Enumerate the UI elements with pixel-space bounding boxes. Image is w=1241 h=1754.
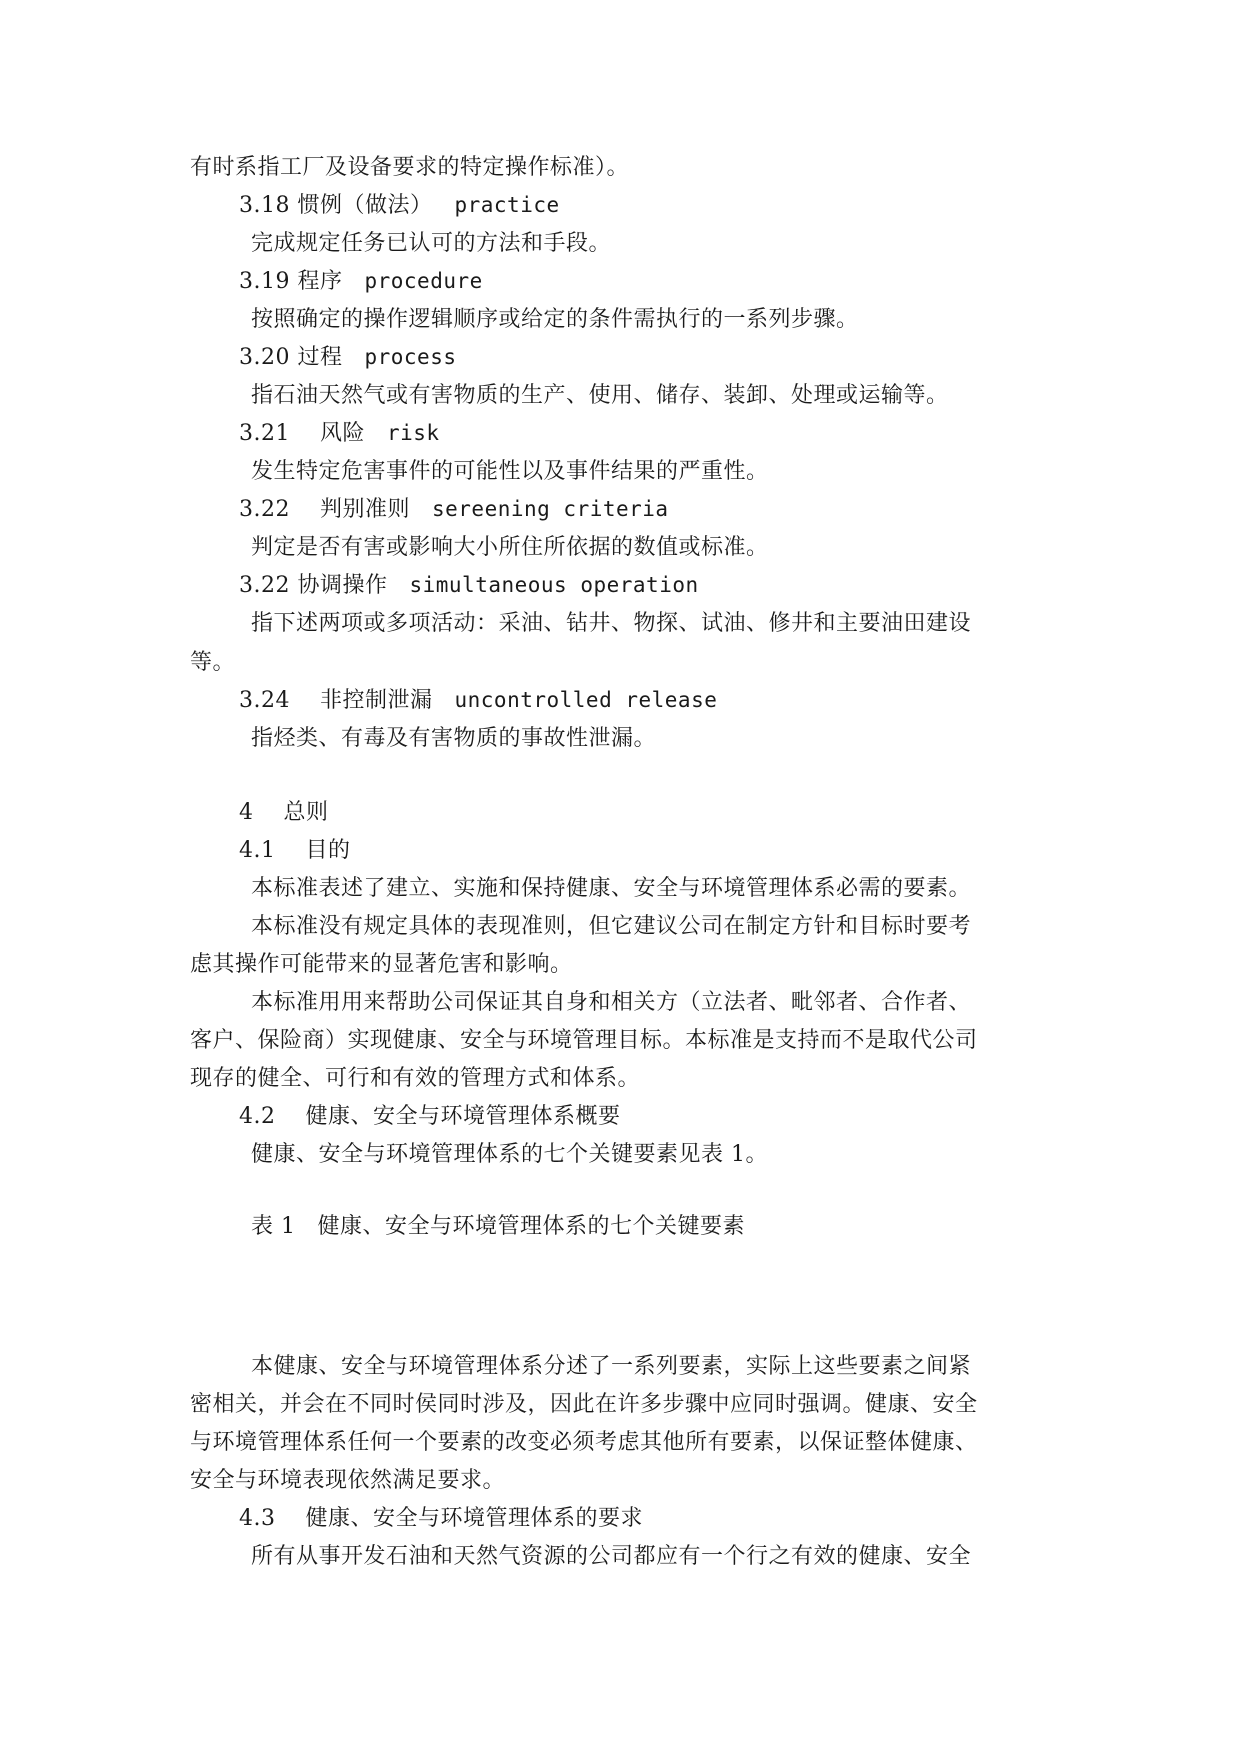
term-number: 3.21 <box>239 421 290 446</box>
section-number: 4.2 <box>239 1104 276 1129</box>
table-number: 表 1 <box>251 1214 296 1239</box>
term-heading-3-21 <box>239 418 440 449</box>
text-line: 有时系指工厂及设备要求的特定操作标准）。 <box>190 155 630 180</box>
term-chinese: 判别准则 <box>319 497 410 522</box>
term-english: risk <box>387 421 440 445</box>
term-number: 3.19 程序 <box>239 269 343 294</box>
term-definition: 完成规定任务已认可的方法和手段。 <box>251 231 612 256</box>
term-number: 3.18 惯例（做法） <box>239 193 433 218</box>
paragraph-line: 安全与环境表现依然满足要求。 <box>190 1468 506 1493</box>
term-number: 3.20 过程 <box>239 345 343 370</box>
section-title: 健康、安全与环境管理体系概要 <box>305 1104 621 1129</box>
term-english: sereening criteria <box>432 497 669 521</box>
paragraph-line: 所有从事开发石油和天然气资源的公司都应有一个行之有效的健康、安全 <box>251 1544 972 1569</box>
term-heading-3-20 <box>239 342 457 373</box>
section-title: 总则 <box>283 800 329 825</box>
paragraph-line: 密相关，并会在不同时侯同时涉及，因此在许多步骤中应同时强调。健康、安全 <box>190 1392 978 1417</box>
table-caption <box>251 1212 745 1242</box>
section-title: 健康、安全与环境管理体系的要求 <box>305 1506 644 1531</box>
term-heading-3-19 <box>239 266 483 297</box>
term-heading-3-24 <box>239 685 717 716</box>
section-heading-4-2 <box>239 1102 621 1132</box>
table-area <box>190 1250 1050 1310</box>
section-heading-4 <box>239 798 329 828</box>
term-number: 3.24 <box>239 688 290 713</box>
section-heading-4-1 <box>239 836 351 866</box>
paragraph-line: 现存的健全、可行和有效的管理方式和体系。 <box>190 1066 641 1091</box>
table-title: 健康、安全与环境管理体系的七个关键要素 <box>317 1214 746 1239</box>
term-english: uncontrolled release <box>454 688 718 712</box>
paragraph-line: 虑其操作可能带来的显著危害和影响。 <box>190 952 573 977</box>
term-definition: 指石油天然气或有害物质的生产、使用、储存、装卸、处理或运输等。 <box>251 383 949 408</box>
term-number: 3.22 <box>239 497 290 522</box>
term-english: procedure <box>364 269 483 293</box>
paragraph-line: 本标准没有规定具体的表现准则，但它建议公司在制定方针和目标时要考 <box>251 914 972 939</box>
term-english: practice <box>454 193 560 217</box>
term-heading-3-22-b <box>239 570 699 601</box>
term-english: simultaneous operation <box>409 573 699 597</box>
term-definition: 发生特定危害事件的可能性以及事件结果的严重性。 <box>251 459 769 484</box>
paragraph-line: 本健康、安全与环境管理体系分述了一系列要素，实际上这些要素之间紧 <box>251 1354 972 1379</box>
term-definition: 指烃类、有毒及有害物质的事故性泄漏。 <box>251 726 657 751</box>
term-definition-cont: 等。 <box>190 650 236 675</box>
paragraph-line: 健康、安全与环境管理体系的七个关键要素见表 1。 <box>251 1142 768 1167</box>
term-definition: 判定是否有害或影响大小所住所依据的数值或标准。 <box>251 535 769 560</box>
term-chinese: 非控制泄漏 <box>319 688 433 713</box>
paragraph-line: 本标准用用来帮助公司保证其自身和相关方（立法者、毗邻者、合作者、 <box>251 990 972 1015</box>
section-title: 目的 <box>305 838 351 863</box>
term-definition: 按照确定的操作逻辑顺序或给定的条件需执行的一系列步骤。 <box>251 307 859 332</box>
term-heading-3-22 <box>239 494 669 525</box>
term-number: 3.22 协调操作 <box>239 573 388 598</box>
section-number: 4.3 <box>239 1506 276 1531</box>
term-heading-3-18 <box>239 190 560 221</box>
term-chinese: 风险 <box>319 421 365 446</box>
paragraph-line: 客户、保险商）实现健康、安全与环境管理目标。本标准是支持而不是取代公司 <box>190 1028 978 1053</box>
term-definition: 指下述两项或多项活动：采油、钻井、物探、试油、修井和主要油田建设 <box>251 611 972 636</box>
paragraph-line: 与环境管理体系任何一个要素的改变必须考虑其他所有要素，以保证整体健康、 <box>190 1430 978 1455</box>
section-number: 4.1 <box>239 838 276 863</box>
section-heading-4-3 <box>239 1504 643 1534</box>
paragraph-line: 本标准表述了建立、实施和保持健康、安全与环境管理体系必需的要素。 <box>251 876 972 901</box>
term-english: process <box>364 345 457 369</box>
section-number: 4 <box>239 800 254 825</box>
